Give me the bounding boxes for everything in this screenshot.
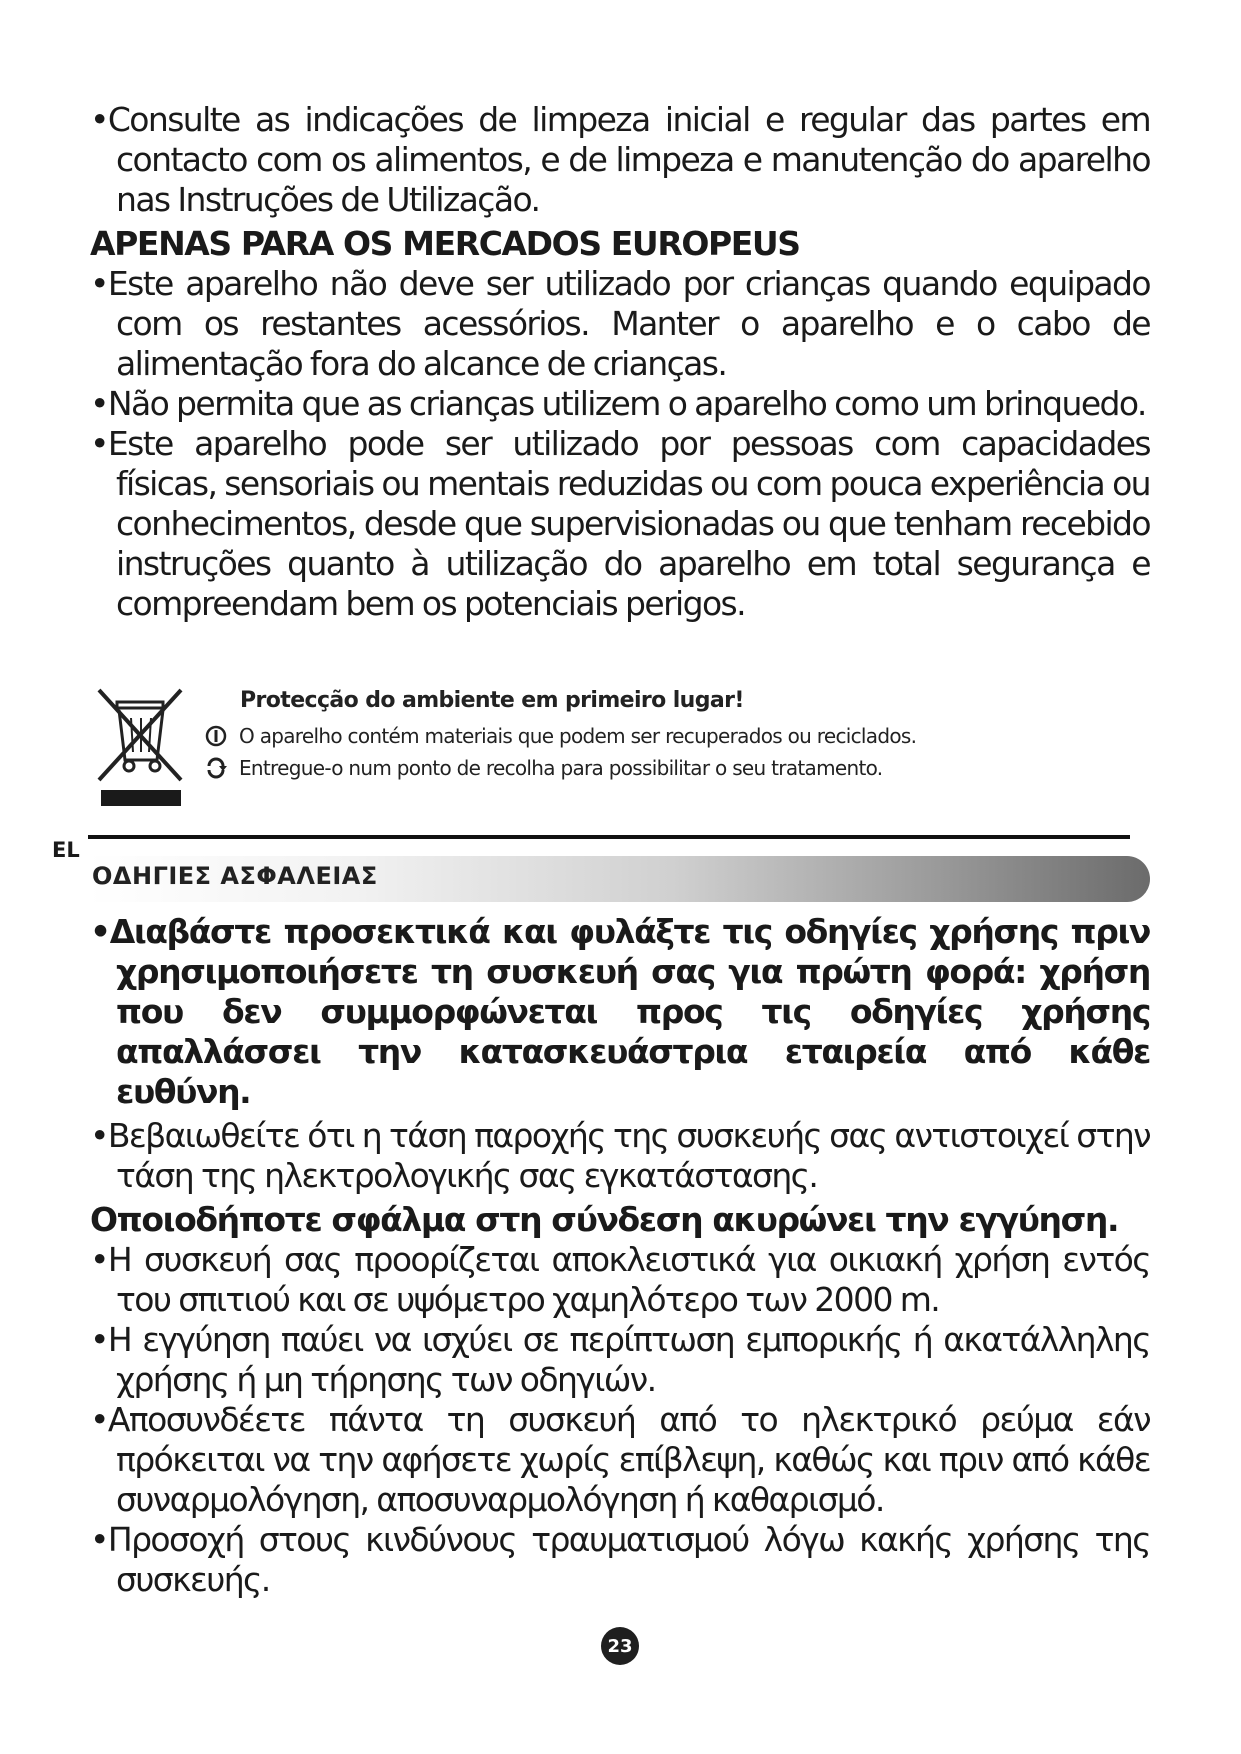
heading-warranty: Οποιοδήποτε σφάλμα στη σύνδεση ακυρώνει την εγγύηση. <box>90 1200 1119 1239</box>
language-tag: EL <box>52 838 80 862</box>
page-number: 23 <box>601 1627 639 1665</box>
bullet-voltage: •Βεβαιωθείτε ότι η τάση παροχής της συσκευής σας αντιστοιχεί στην τάση της ηλεκτρολογικής σας εγκατάστασης. <box>90 1116 1150 1195</box>
section-title: ΟΔΗΓΙΕΣ ΑΣΦΑΛΕΙΑΣ <box>92 862 378 890</box>
section-divider <box>88 835 1130 839</box>
portuguese-section <box>90 100 1150 624</box>
environment-line-recyclable <box>205 724 916 748</box>
bullet-read-instructions: •Διαβάστε προσεκτικά και φυλάξτε τις οδηγίες χρήσης πριν χρησιμοποιήσετε τη συσκευή σας για πρώτη φορά: χρήση που δεν συμμορφώνεται προς τις οδηγίες χρήσης απαλλάσσει την κατασκευάστρια εταιρεία από κάθε ευθύνη. <box>90 912 1150 1111</box>
info-circle-icon <box>205 725 239 747</box>
bullet-children-accessories: •Este aparelho não deve ser utilizado por crianças quando equipado com os restantes acessórios. Manter o aparelho e o cabo de alimentação fora do alcance de crianças. <box>90 264 1150 383</box>
environment-notice <box>95 688 1155 818</box>
recycle-arrow-icon <box>205 757 239 779</box>
bullet-capacities: •Este aparelho pode ser utilizado por pessoas com capacidades físicas, sensoriais ou mentais reduzidas ou com pouca experiência ou conhecimentos, desde que supervisionadas ou que tenham recebido instruções quanto à utilização do aparelho em total segurança e compreendam bem os potenciais perigos. <box>90 424 1150 623</box>
bullet-household-use: •Η συσκευή σας προορίζεται αποκλειστικά για οικιακή χρήση εντός του σπιτιού και σε υψόμετρο χαμηλότερο των 2000 m. <box>90 1240 1150 1319</box>
crossed-out-wheelie-bin-icon <box>95 688 185 808</box>
bullet-toy: •Não permita que as crianças utilizem o aparelho como um brinquedo. <box>90 384 1146 423</box>
greek-section <box>90 912 1150 1600</box>
environment-line2-text: Entregue-o num ponto de recolha para possibilitar o seu tratamento. <box>239 756 883 780</box>
bullet-unplug: •Αποσυνδέετε πάντα τη συσκευή από το ηλεκτρικό ρεύμα εάν πρόκειται να την αφήσετε χωρίς επίβλεψη, καθώς και πριν από κάθε συναρμολόγηση, αποσυναρμολόγηση ή καθαρισμό. <box>90 1400 1150 1519</box>
environment-line1-text: O aparelho contém materiais que podem ser recuperados ou reciclados. <box>239 724 917 748</box>
bullet-cleaning: •Consulte as indicações de limpeza inicial e regular das partes em contacto com os alimentos, e de limpeza e manutenção do aparelho nas Instruções de Utilização. <box>90 100 1150 219</box>
bullet-commercial-use: •Η εγγύηση παύει να ισχύει σε περίπτωση εμπορικής ή ακατάλληλης χρήσης ή μη τήρησης των οδηγιών. <box>90 1320 1150 1399</box>
bullet-injury: •Προσοχή στους κινδύνους τραυματισμού λόγω κακής χρήσης της συσκευής. <box>90 1520 1150 1599</box>
heading-eu-markets: APENAS PARA OS MERCADOS EUROPEUS <box>90 224 800 263</box>
environment-line-collection <box>205 756 882 780</box>
environment-title: Protecção do ambiente em primeiro lugar! <box>240 688 744 713</box>
